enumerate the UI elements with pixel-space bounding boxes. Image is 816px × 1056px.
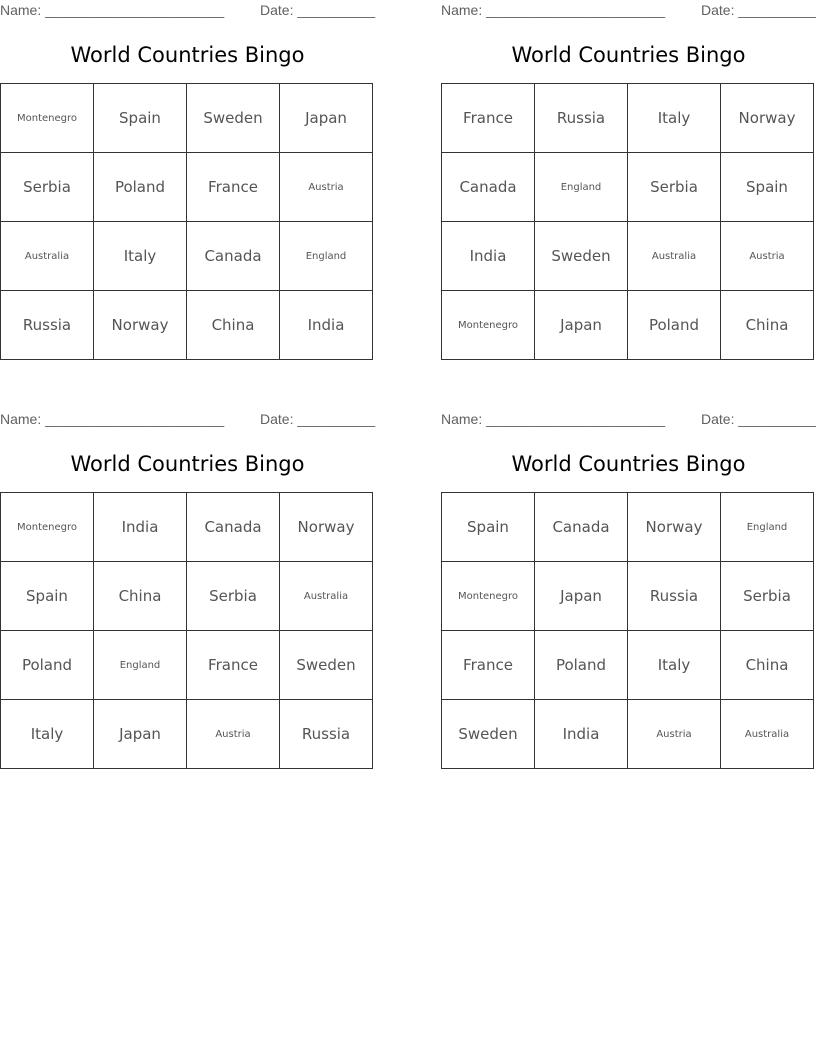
grid-row xyxy=(442,291,814,360)
bingo-cell[interactable]: China xyxy=(94,562,187,631)
bingo-cell[interactable]: Montenegro xyxy=(442,291,535,360)
bingo-cell[interactable]: Australia xyxy=(1,222,94,291)
bingo-grid xyxy=(441,83,814,360)
bingo-cell[interactable]: Norway xyxy=(628,493,721,562)
bingo-cell[interactable]: Japan xyxy=(535,291,628,360)
bingo-cell[interactable]: Norway xyxy=(280,493,373,562)
bingo-cell[interactable]: Canada xyxy=(187,222,280,291)
grid-row xyxy=(442,631,814,700)
date-field[interactable]: Date: __________ xyxy=(701,2,816,18)
grid-row xyxy=(442,700,814,769)
bingo-cell[interactable]: Montenegro xyxy=(1,493,94,562)
bingo-cell[interactable]: China xyxy=(187,291,280,360)
bingo-cell[interactable]: Canada xyxy=(442,153,535,222)
bingo-cell[interactable]: Poland xyxy=(94,153,187,222)
grid-row xyxy=(1,700,373,769)
card-header xyxy=(0,0,375,20)
bingo-cell[interactable]: Montenegro xyxy=(1,84,94,153)
bingo-cell[interactable]: Australia xyxy=(628,222,721,291)
grid-row xyxy=(442,222,814,291)
bingo-cell[interactable]: India xyxy=(94,493,187,562)
bingo-cell[interactable]: Sweden xyxy=(535,222,628,291)
name-field[interactable]: Name: _______________________ xyxy=(441,411,666,427)
bingo-cell[interactable]: England xyxy=(94,631,187,700)
bingo-cell[interactable]: Norway xyxy=(94,291,187,360)
name-field[interactable]: Name: _______________________ xyxy=(441,2,666,18)
bingo-cell[interactable]: France xyxy=(187,153,280,222)
date-field[interactable]: Date: __________ xyxy=(701,411,816,427)
bingo-cell[interactable]: Austria xyxy=(280,153,373,222)
bingo-cell[interactable]: Poland xyxy=(535,631,628,700)
grid-row xyxy=(1,562,373,631)
grid-row xyxy=(1,291,373,360)
bingo-cell[interactable]: England xyxy=(535,153,628,222)
card-header xyxy=(441,409,816,429)
bingo-cell[interactable]: Sweden xyxy=(187,84,280,153)
bingo-cell[interactable]: Japan xyxy=(535,562,628,631)
bingo-cell[interactable]: France xyxy=(442,84,535,153)
grid-row xyxy=(442,562,814,631)
bingo-grid xyxy=(0,492,373,769)
bingo-cell[interactable]: Russia xyxy=(628,562,721,631)
bingo-cell[interactable]: England xyxy=(721,493,814,562)
card-title: World Countries Bingo xyxy=(511,452,746,476)
grid-row xyxy=(442,493,814,562)
bingo-cell[interactable]: Spain xyxy=(94,84,187,153)
bingo-cell[interactable]: Austria xyxy=(187,700,280,769)
bingo-cell[interactable]: Serbia xyxy=(628,153,721,222)
bingo-cell[interactable]: Australia xyxy=(280,562,373,631)
bingo-cell[interactable]: Russia xyxy=(1,291,94,360)
bingo-cell[interactable]: France xyxy=(187,631,280,700)
bingo-cell[interactable]: Japan xyxy=(94,700,187,769)
grid-row xyxy=(1,153,373,222)
grid-row xyxy=(442,153,814,222)
date-field[interactable]: Date: __________ xyxy=(260,411,376,427)
grid-row xyxy=(1,222,373,291)
card-title: World Countries Bingo xyxy=(511,43,746,67)
bingo-cell[interactable]: Serbia xyxy=(187,562,280,631)
bingo-cell[interactable]: Serbia xyxy=(721,562,814,631)
bingo-cell[interactable]: Sweden xyxy=(280,631,373,700)
bingo-cell[interactable]: Austria xyxy=(721,222,814,291)
bingo-cell[interactable]: England xyxy=(280,222,373,291)
bingo-cell[interactable]: India xyxy=(535,700,628,769)
bingo-cell[interactable]: Russia xyxy=(535,84,628,153)
grid-row xyxy=(1,493,373,562)
card-header xyxy=(441,0,816,20)
bingo-cell[interactable]: Spain xyxy=(1,562,94,631)
bingo-cell[interactable]: Canada xyxy=(187,493,280,562)
bingo-cell[interactable]: Australia xyxy=(721,700,814,769)
bingo-grid xyxy=(441,492,814,769)
bingo-cell[interactable]: France xyxy=(442,631,535,700)
bingo-cell[interactable]: China xyxy=(721,631,814,700)
name-field[interactable]: Name: _______________________ xyxy=(0,2,225,18)
bingo-cell[interactable]: Montenegro xyxy=(442,562,535,631)
bingo-grid xyxy=(0,83,373,360)
grid-row xyxy=(1,84,373,153)
bingo-cell[interactable]: India xyxy=(280,291,373,360)
card-header xyxy=(0,409,375,429)
name-field[interactable]: Name: _______________________ xyxy=(0,411,225,427)
grid-row xyxy=(1,631,373,700)
bingo-cell[interactable]: Spain xyxy=(442,493,535,562)
bingo-cell[interactable]: Japan xyxy=(280,84,373,153)
card-title: World Countries Bingo xyxy=(70,452,305,476)
bingo-cell[interactable]: Italy xyxy=(94,222,187,291)
bingo-cell[interactable]: Spain xyxy=(721,153,814,222)
bingo-cell[interactable]: China xyxy=(721,291,814,360)
bingo-cell[interactable]: Austria xyxy=(628,700,721,769)
bingo-cell[interactable]: Italy xyxy=(628,84,721,153)
bingo-cell[interactable]: Poland xyxy=(1,631,94,700)
bingo-cell[interactable]: Serbia xyxy=(1,153,94,222)
bingo-cell[interactable]: Italy xyxy=(1,700,94,769)
bingo-cell[interactable]: Poland xyxy=(628,291,721,360)
bingo-cell[interactable]: Canada xyxy=(535,493,628,562)
bingo-cell[interactable]: Norway xyxy=(721,84,814,153)
bingo-cell[interactable]: India xyxy=(442,222,535,291)
grid-row xyxy=(442,84,814,153)
card-title: World Countries Bingo xyxy=(70,43,305,67)
date-field[interactable]: Date: __________ xyxy=(260,2,376,18)
bingo-cell[interactable]: Italy xyxy=(628,631,721,700)
bingo-cell[interactable]: Sweden xyxy=(442,700,535,769)
bingo-cell[interactable]: Russia xyxy=(280,700,373,769)
